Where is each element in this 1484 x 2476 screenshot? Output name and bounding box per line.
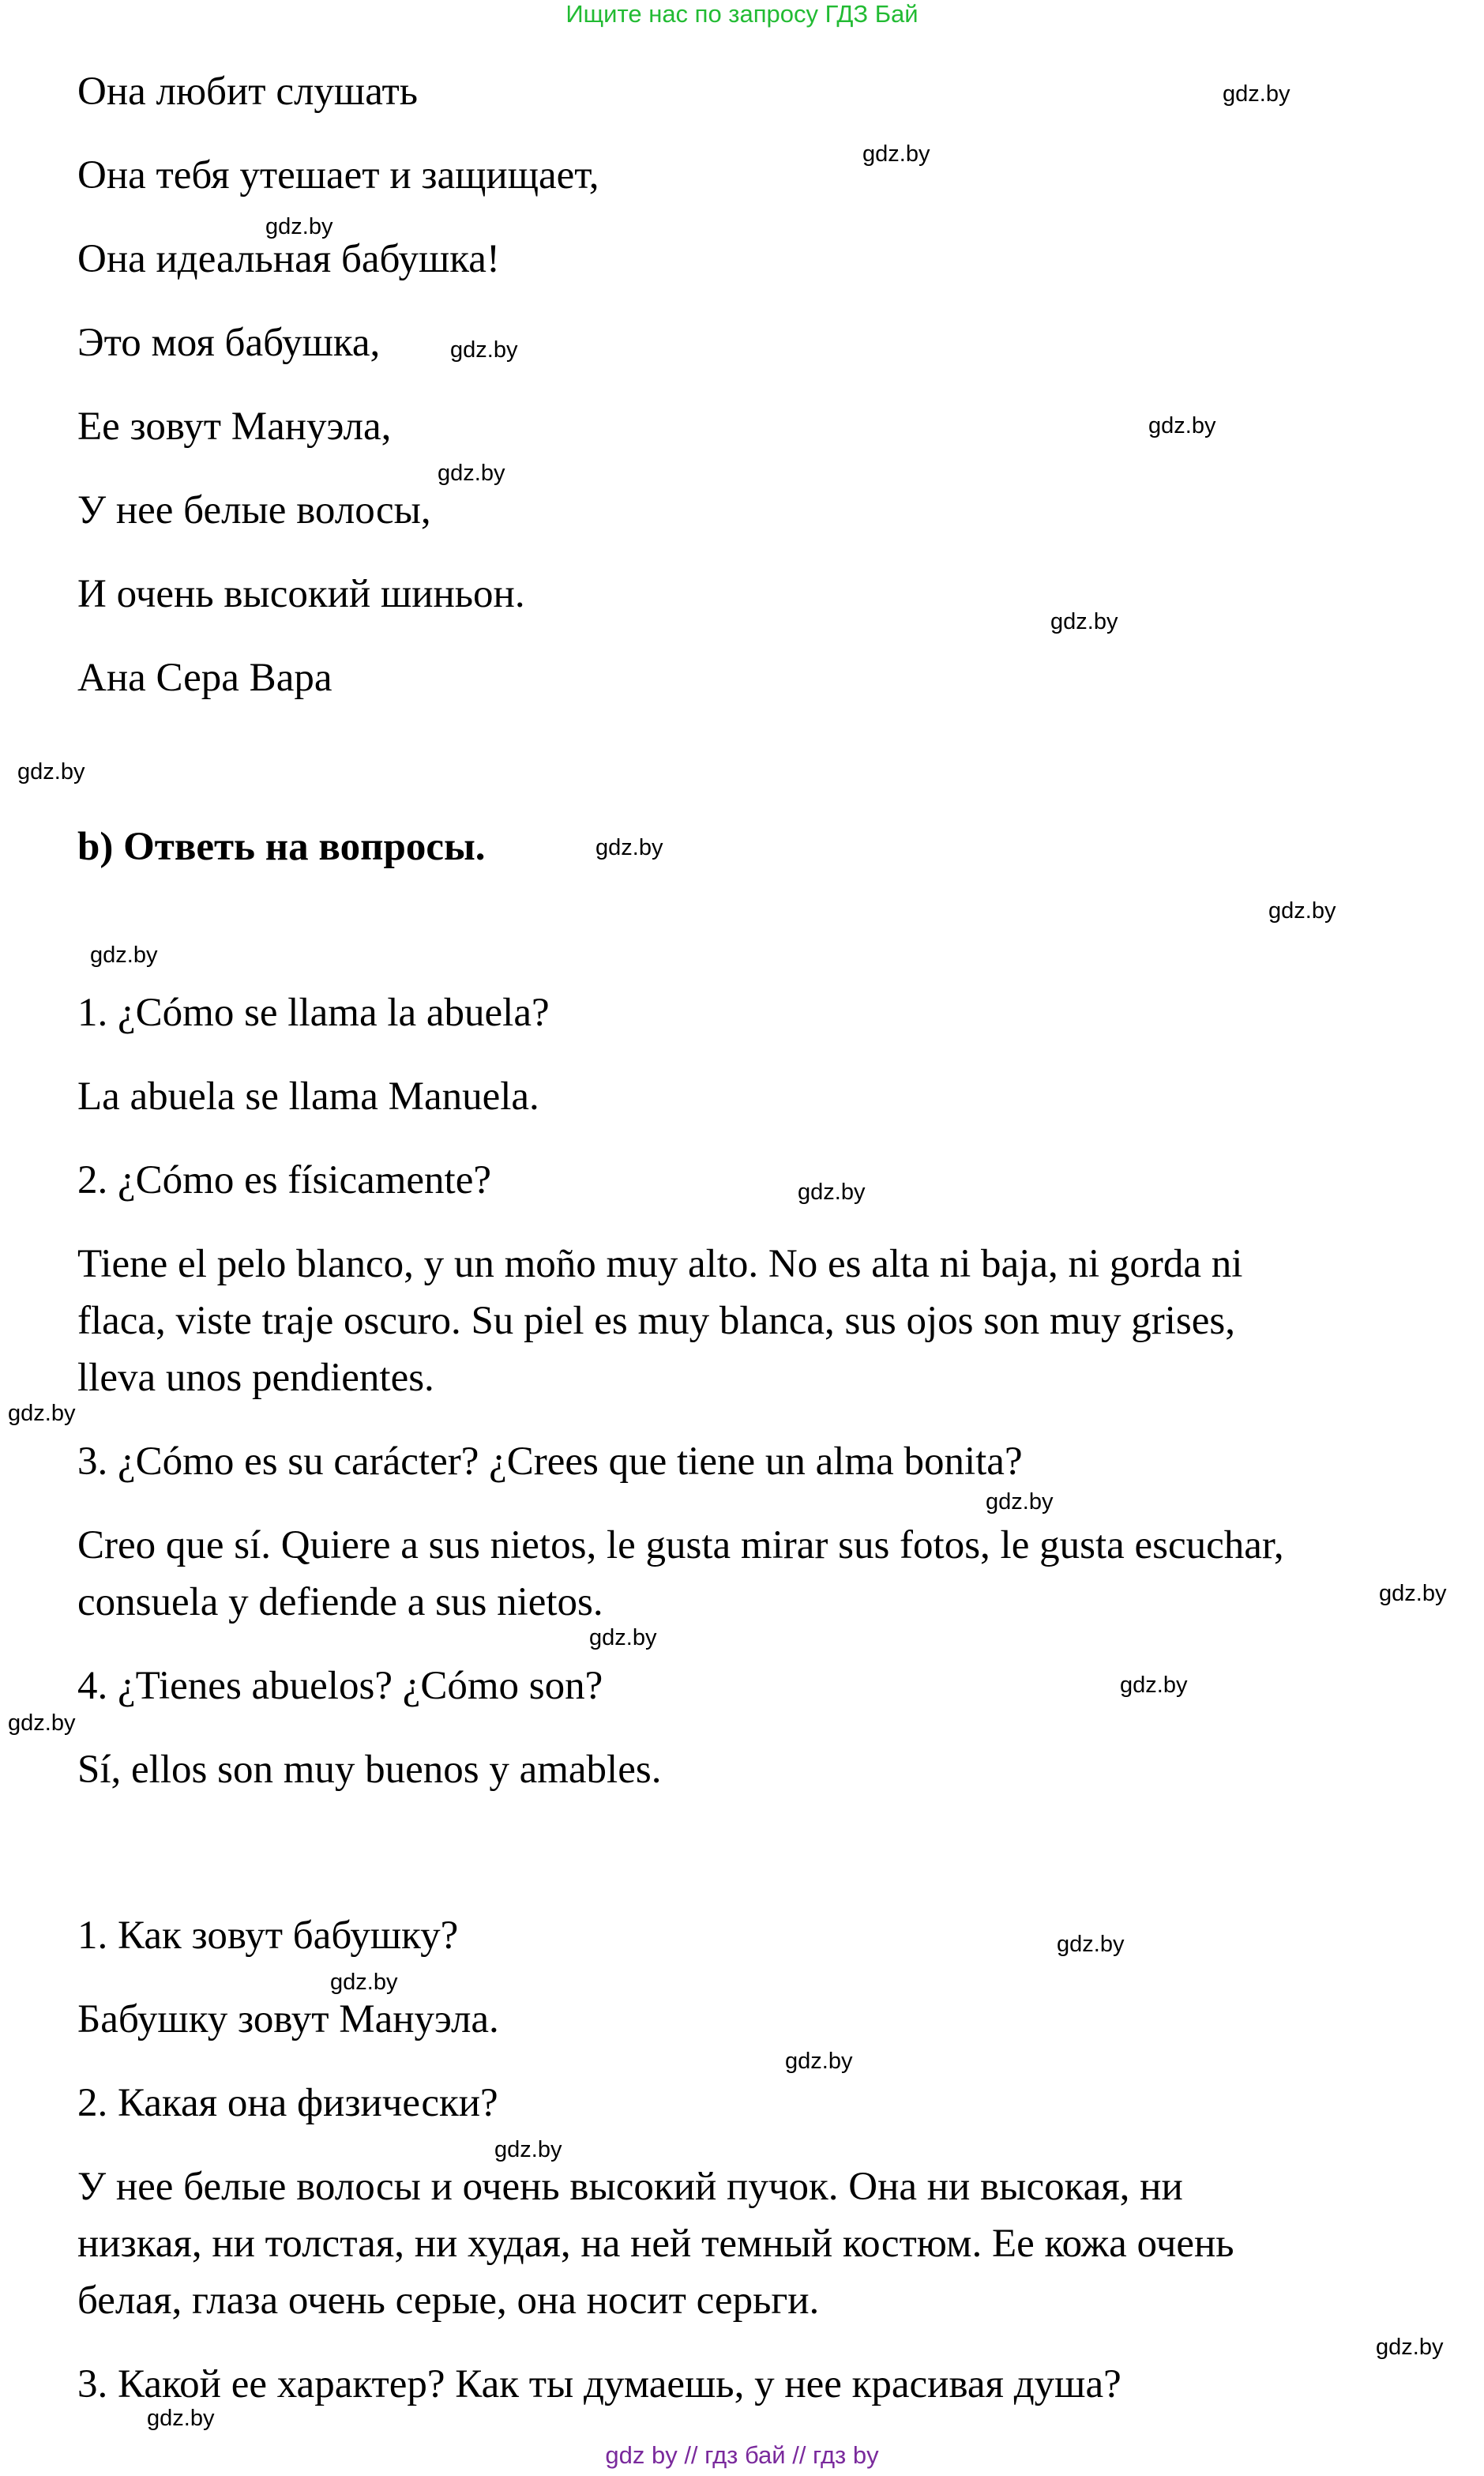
answer-line: низкая, ни толстая, ни худая, на ней темный костюм. Ее кожа очень — [77, 2222, 1234, 2266]
watermark: gdz.by — [986, 1489, 1054, 1515]
question: 1. ¿Cómo se llama la abuela? — [77, 991, 550, 1035]
watermark: gdz.by — [330, 1970, 398, 1995]
question: 3. Какой ее характер? Как ты думаешь, у нее красивая душа? — [77, 2362, 1121, 2406]
watermark: gdz.by — [450, 337, 518, 363]
answer-line: Tiene el pelo blanco, y un moño muy alto. No es alta ni baja, ni gorda ni — [77, 1242, 1243, 1286]
watermark: gdz.by — [17, 759, 85, 785]
footer: gdz by // гдз бай // гдз by — [605, 2441, 879, 2469]
answer-line: lleva unos pendientes. — [77, 1356, 434, 1400]
watermark: gdz.by — [147, 2406, 215, 2431]
question: 4. ¿Tienes abuelos? ¿Cómo son? — [77, 1664, 603, 1708]
watermark: gdz.by — [785, 2049, 853, 2074]
poem-author: Ана Сера Вара — [77, 656, 332, 700]
watermark: gdz.by — [438, 461, 505, 486]
watermark: gdz.by — [1223, 81, 1291, 107]
watermark: gdz.by — [1379, 1581, 1447, 1606]
watermark: gdz.by — [589, 1625, 657, 1650]
answer: Бабушку зовут Мануэла. — [77, 1997, 499, 2041]
watermark: gdz.by — [1148, 413, 1216, 438]
question: 2. ¿Cómo es físicamente? — [77, 1158, 491, 1202]
watermark: gdz.by — [1120, 1673, 1188, 1698]
answer: Sí, ellos son muy buenos y amables. — [77, 1748, 662, 1792]
poem-line: Ее зовут Мануэла, — [77, 405, 392, 449]
poem-line: И очень высокий шиньон. — [77, 572, 525, 616]
poem-line: Она идеальная бабушка! — [77, 237, 500, 281]
answer-line: consuela y defiende a sus nietos. — [77, 1580, 603, 1624]
question: 3. ¿Cómo es su carácter? ¿Crees que tiene un alma bonita? — [77, 1439, 1023, 1484]
answer-line: У нее белые волосы и очень высокий пучок. Она ни высокая, ни — [77, 2165, 1183, 2209]
answer-line: Creo que sí. Quiere a sus nietos, le gusta mirar sus fotos, le gusta escuchar, — [77, 1523, 1284, 1567]
poem-line: Она тебя утешает и защищает, — [77, 153, 599, 198]
poem-line: У нее белые волосы, — [77, 488, 431, 532]
answer-line: flaca, viste traje oscuro. Su piel es muy blanca, sus ojos son muy grises, — [77, 1299, 1235, 1343]
watermark: gdz.by — [1376, 2335, 1444, 2360]
question: 2. Какая она физически? — [77, 2081, 498, 2125]
poem-line: Она любит слушать — [77, 70, 419, 114]
watermark: gdz.by — [862, 141, 930, 167]
watermark: gdz.by — [798, 1180, 866, 1205]
watermark: gdz.by — [265, 214, 333, 239]
watermark: gdz.by — [8, 1710, 76, 1736]
watermark: gdz.by — [595, 835, 663, 860]
watermark: gdz.by — [1050, 609, 1118, 634]
watermark: gdz.by — [1057, 1932, 1125, 1957]
section-heading: b) Ответь на вопросы. — [77, 825, 486, 869]
watermark: gdz.by — [8, 1401, 76, 1426]
top-banner: Ищите нас по запросу ГДЗ Бай — [565, 0, 919, 28]
question: 1. Как зовут бабушку? — [77, 1913, 459, 1958]
poem-line: Это моя бабушка, — [77, 321, 381, 365]
answer: La abuela se llama Manuela. — [77, 1074, 539, 1119]
watermark: gdz.by — [1268, 898, 1336, 924]
watermark: gdz.by — [494, 2137, 562, 2162]
answer-line: белая, глаза очень серые, она носит серьги. — [77, 2278, 820, 2323]
watermark: gdz.by — [90, 943, 158, 968]
